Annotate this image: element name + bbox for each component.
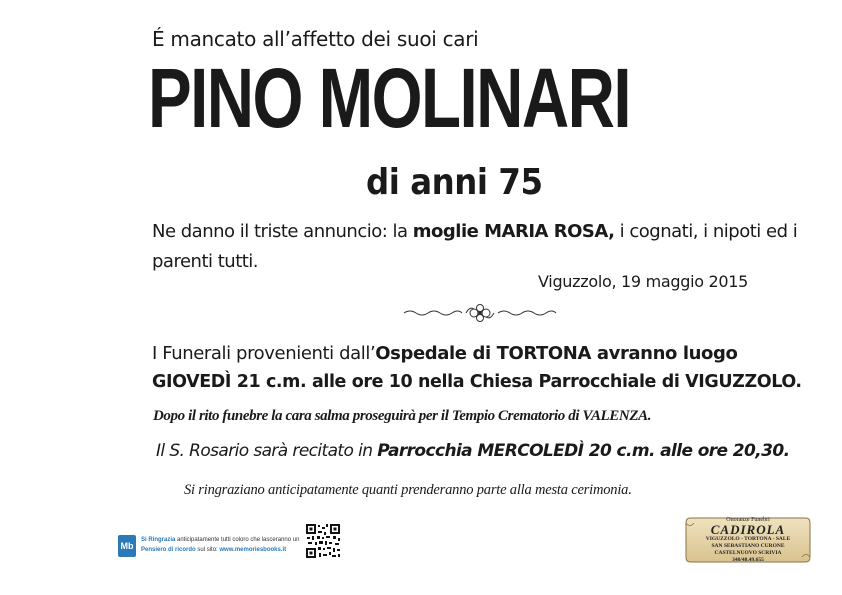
qr-code-icon[interactable] [305,523,341,559]
memoriesbooks-text [141,535,301,555]
funeral-line-1 [152,343,737,364]
footer-thanks-highlight: Si Ringrazia [141,537,176,543]
agency-phone: 340/48.49.655 [732,557,764,563]
funeral-agency-badge [684,514,812,566]
intro-text: É mancato all’affetto dei suoi cari [152,27,479,51]
footer-site-link[interactable]: www.memoriesbooks.it [219,547,287,553]
rosary-text [156,441,789,461]
agency-top: Onoranze Funebri [726,517,770,523]
agency-text-block [684,514,812,566]
footer-line-1: anticipatamente tutti coloro che lasceranno un [175,537,300,543]
ornament-divider [400,302,560,324]
funeral-line-2: GIOVEDÌ 21 c.m. alle ore 10 nella Chiesa Parrocchiale di VIGUZZOLO. [152,372,802,392]
announcement-part-1: Ne danno il triste annuncio: la [152,221,413,242]
announcement-paragraph [152,217,812,277]
age-text: di anni 75 [366,162,543,203]
announcement-part-2: i cognati, i nipoti ed i parenti tutti. [152,221,798,272]
rosary-details: Parrocchia MERCOLEDÌ 20 c.m. alle ore 20,30. [377,441,790,461]
rosary-intro: Il S. Rosario sarà recitato in [156,441,378,461]
place-date: Viguzzolo, 19 maggio 2015 [538,272,749,291]
footer-line-2: sul sito: [195,547,220,553]
memoriesbooks-logo-icon: Mb [118,535,136,557]
funeral-intro: I Funerali provenienti dall’ [152,343,376,364]
cremation-text: Dopo il rito funebre la cara salma proseguirà per il Tempio Crematorio di VALENZA. [153,408,652,424]
thanks-text: Si ringraziano anticipatamente quanti prenderanno parte alla mesta cerimonia. [184,482,632,498]
announcement-spouse: moglie MARIA ROSA, [412,221,615,242]
agency-name: CADIROLA [710,522,786,537]
agency-line-3: CASTELNUOVO SCRIVIA [714,550,782,556]
deceased-name: PINO MOLINARI [148,51,631,145]
footer-memory-highlight: Pensiero di ricordo [141,547,196,553]
agency-line-1: VIGUZZOLO - TORTONA - SALE [705,536,791,542]
funeral-hospital: Ospedale di TORTONA avranno luogo [375,343,738,364]
agency-line-2: SAN SEBASTIANO CURONE [711,543,785,549]
